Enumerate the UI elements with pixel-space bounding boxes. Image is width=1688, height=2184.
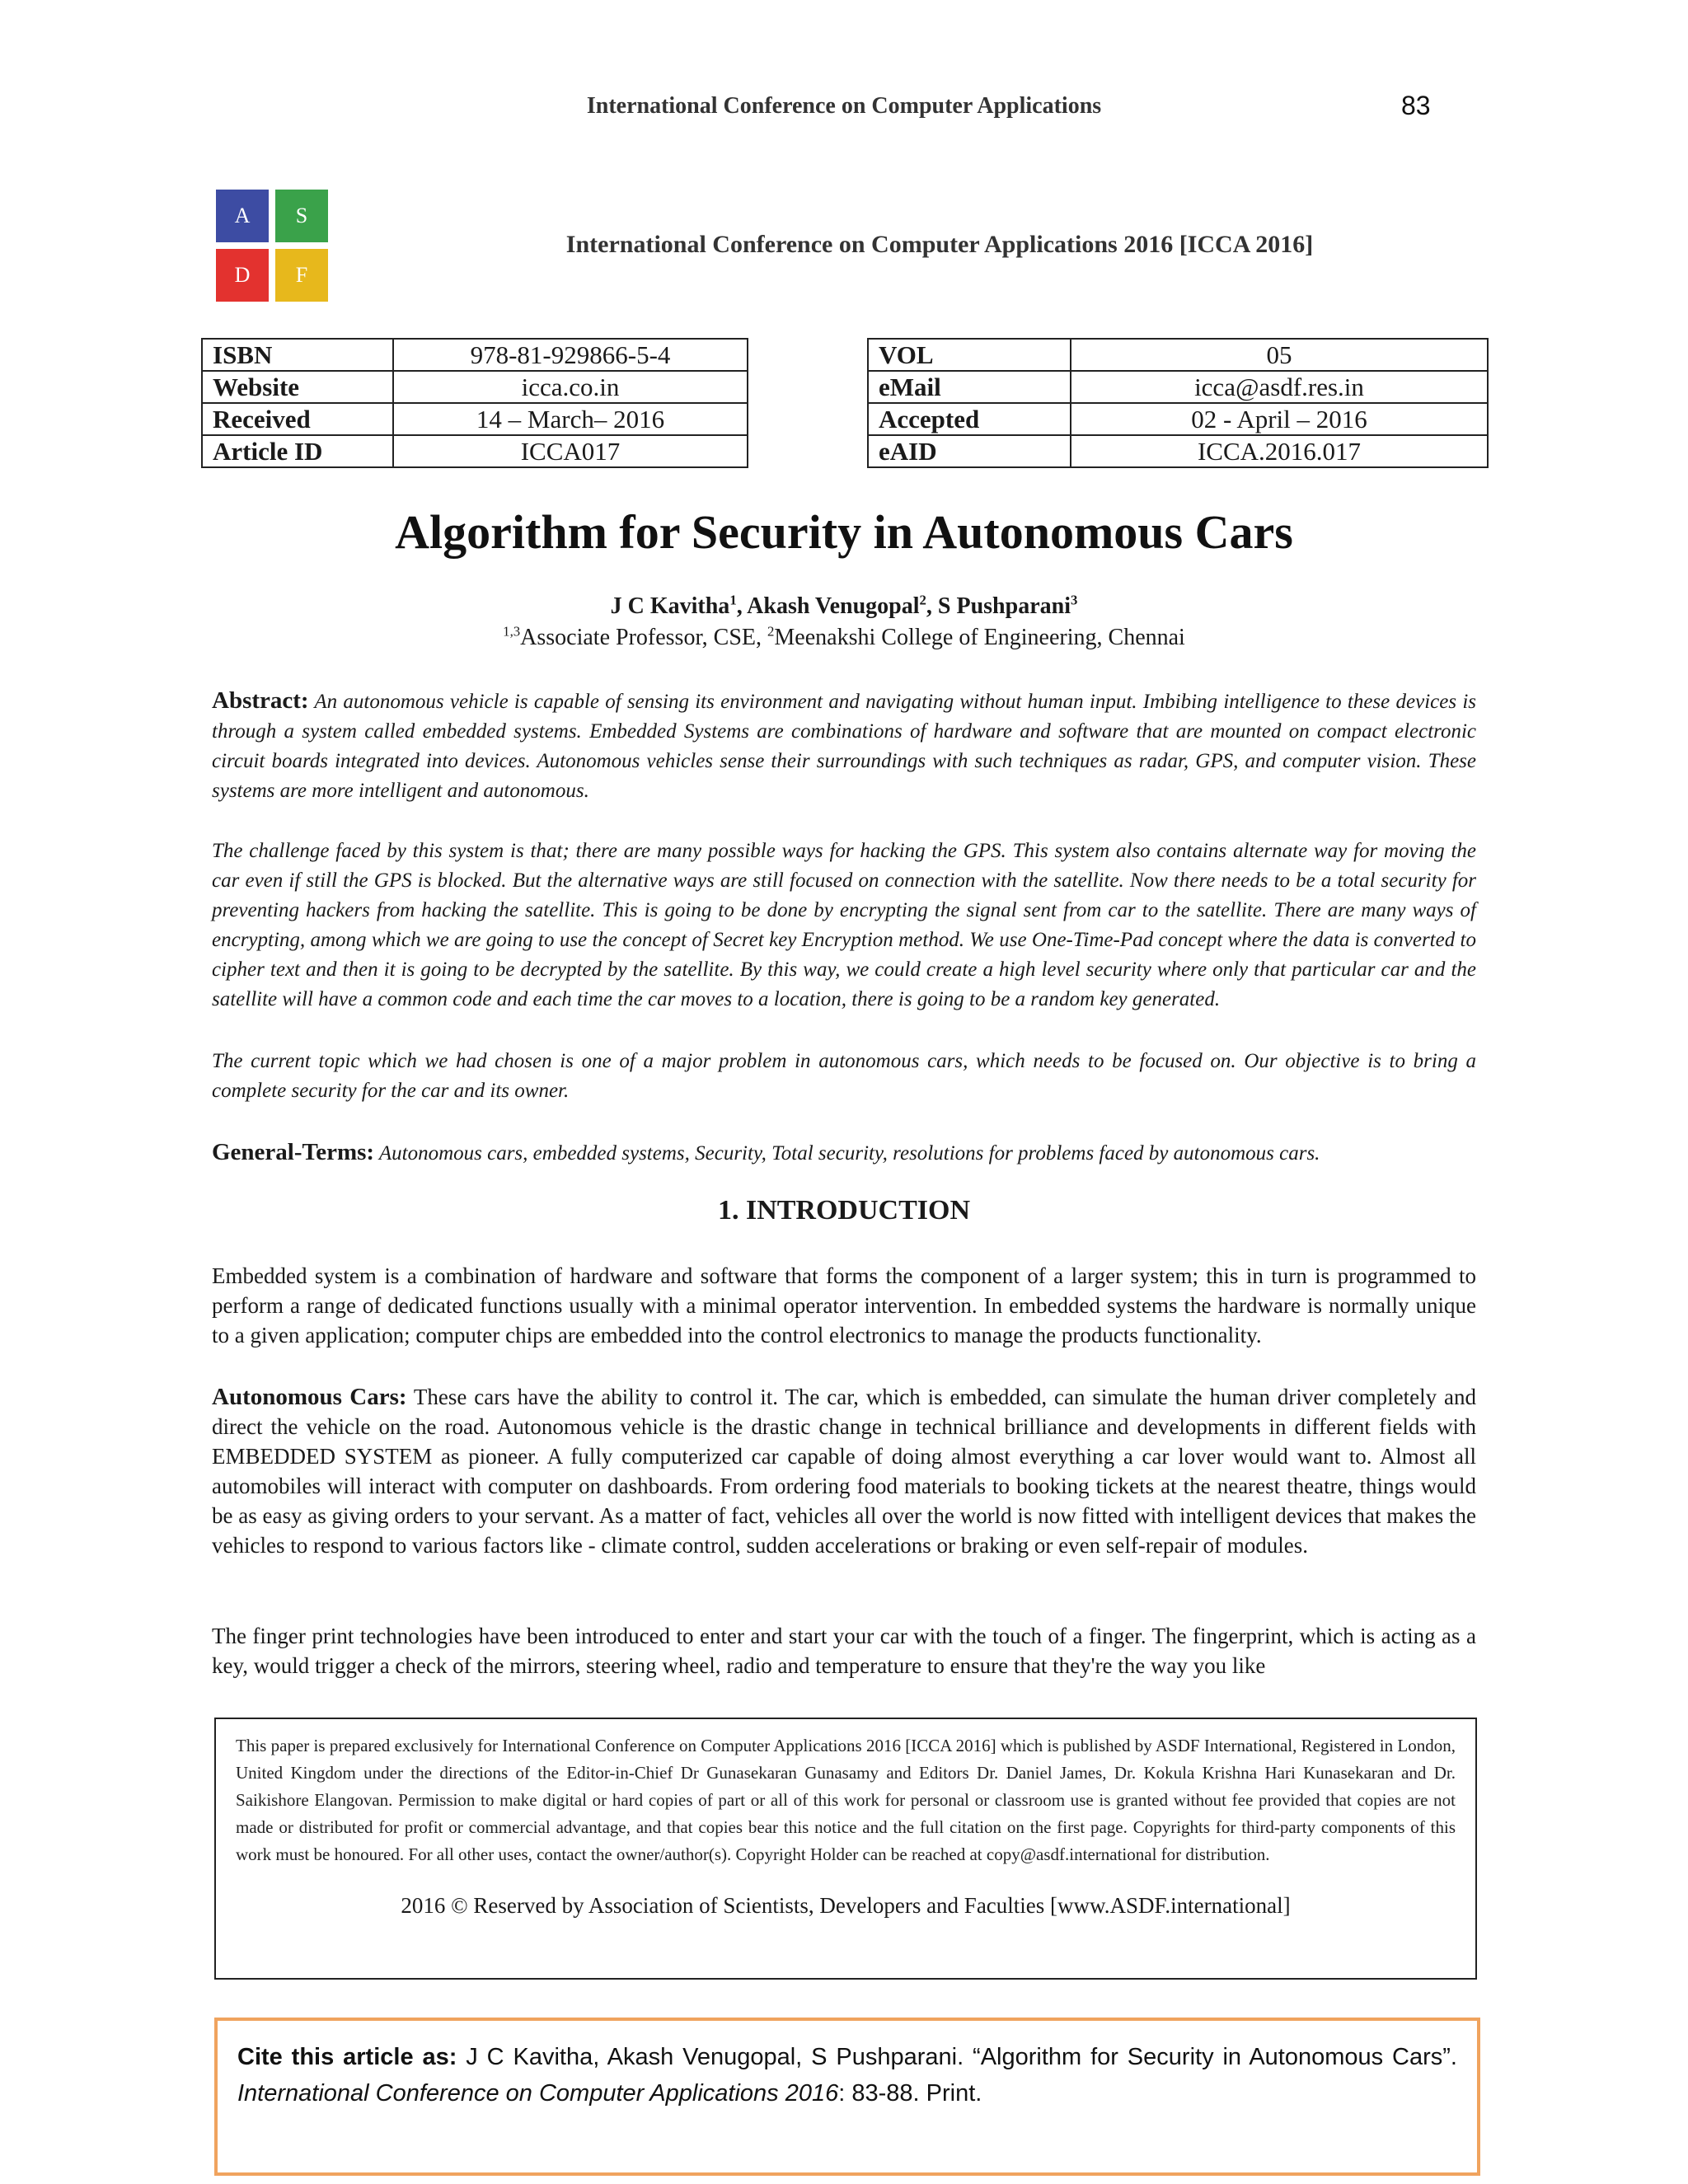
- introduction-paragraph-3: The finger print technologies have been introduced to enter and start your car with the touch of a finger. The fingerprint, which is acting as a key, would trigger a check of the mirrors, steering wheel, radio and temperature to ensure that they're the way you like: [212, 1624, 1476, 1678]
- copyright-text: This paper is prepared exclusively for International Conference on Computer Applications 2016 [ICCA 2016] which is published by ASDF International, Registered in London, United Kingdom under the directions of the Editor-in-Chief Dr Gunasekaran Gunasamy and Editors Dr. Daniel James, Dr. Kokula Krishna Hari Kunasekaran and Dr. Saikishore Elangovan. Permission to make digital or hard copies of part or all of this work for personal or classroom use is granted without fee provided that copies are not made or distributed for profit or commercial advantage, and that copies bear this notice and the full citation on the first page. Copyrights for third-party components of this work must be honoured. For all other uses, contact the owner/author(s). Copyright Holder can be reached at copy@asdf.international for distribution.: [236, 1736, 1456, 1864]
- citation-authors-title: J C Kavitha, Akash Venugopal, S Pushparani. “Algorithm for Security in Autonomous Cars”.: [457, 2044, 1457, 2070]
- affiliation-sup: 1,3: [503, 623, 521, 640]
- copyright-reserved-line: 2016 © Reserved by Association of Scientists, Developers and Faculties [www.ASDF.international]: [401, 1893, 1291, 1918]
- author-list: J C Kavitha$^1$, Akash Venugopal$^2$, S Pushparani$^3$: [610, 592, 1078, 619]
- meta-label: Received: [202, 403, 393, 435]
- meta-value: icca.co.in: [393, 371, 748, 403]
- meta-label: eMail: [868, 371, 1071, 403]
- meta-label: eAID: [868, 435, 1071, 467]
- meta-row: [868, 339, 1488, 371]
- logo-tile-s: S: [275, 190, 328, 242]
- logo-tile-d: D: [216, 249, 269, 302]
- author-name: S Pushparani: [937, 593, 1071, 619]
- abstract-paragraph-2: The challenge faced by this system is that; there are many possible ways for hacking the GPS. This system also contains alternate way for moving the car even if still the GPS is blocked. But the alternative ways are still focused on connection with the satellite. Now there needs to be a total security for preventing hackers from hacking the satellite. This is going to be done by encrypting the signal sent from car to the satellite. There are many ways of encrypting, among which we are going to use the concept of Secret key Encryption method. We use One-Time-Pad concept where the data is converted to cipher text and then it is going to be decrypted by the satellite. By this way, we could create a high level security where only that particular car and the satellite will have a common code and each time the car moves to a location, there is going to be a random key generated.: [212, 840, 1476, 1010]
- abstract-label: Abstract:: [212, 687, 309, 714]
- citation-box: [214, 2018, 1480, 2176]
- meta-row: [202, 435, 748, 467]
- meta-row: [868, 371, 1488, 403]
- abstract-text: An autonomous vehicle is capable of sensing its environment and navigating without human input. Imbibing intelligence to these devices is through a system called embedded systems. Embedded Systems are combinations of hardware and software that are mounted on compact electronic circuit boards integrated into devices. Autonomous vehicles sense their surroundings with such techniques as radar, GPS, and computer vision. These systems are more intelligent and autonomous.: [212, 691, 1476, 802]
- author-sup: 2: [919, 592, 926, 608]
- author-sup: 3: [1070, 592, 1078, 608]
- meta-label: Article ID: [202, 435, 393, 467]
- meta-value: 14 – March– 2016: [393, 403, 748, 435]
- author-sup: 1: [729, 592, 737, 608]
- meta-label: VOL: [868, 339, 1071, 371]
- meta-row: [868, 435, 1488, 467]
- affiliation-text: Meenakshi College of Engineering, Chennai: [774, 625, 1185, 650]
- section-heading-introduction: 1. INTRODUCTION: [717, 1195, 971, 1226]
- meta-row: [202, 403, 748, 435]
- meta-row: [202, 339, 748, 371]
- abstract: [212, 686, 1476, 806]
- general-terms-label: General-Terms:: [212, 1139, 375, 1165]
- citation-line: [237, 2075, 1457, 2111]
- logo-tile-f: F: [275, 249, 328, 302]
- paragraph-text: These cars have the ability to control it. The car, which is embedded, can simulate the human driver completely and direct the vehicle on the road. Autonomous vehicle is the drastic change in technical brilliance and developments in different fields with EMBEDDED SYSTEM as pioneer. A fully computerized car capable of doing almost everything a car lover would want to. Almost all automobiles will interact with computer on dashboards. From ordering food materials to booking tickets at the nearest theatre, things would be as easy as giving orders to your servant. As a matter of fact, vehicles all over the world is now fitted with intelligent devices that makes the vehicles to respond to various factors like - climate control, sudden accelerations or braking or even self-repair of modules.: [212, 1385, 1476, 1558]
- asdf-logo: [216, 190, 330, 302]
- citation-line: [237, 2039, 1457, 2075]
- meta-value: ICCA017: [393, 435, 748, 467]
- copyright-notice-box: [214, 1718, 1477, 1980]
- citation-label: Cite this article as:: [237, 2044, 457, 2070]
- general-terms-text: Autonomous cars, embedded systems, Security, Total security, resolutions for problems faced by autonomous cars.: [378, 1142, 1320, 1165]
- affiliation: [0, 625, 1688, 651]
- introduction-paragraph-1: Embedded system is a combination of hardware and software that forms the component of a larger system; this in turn is programmed to perform a range of dedicated functions usually with a minimal operator intervention. In embedded systems the hardware is normally unique to a given application; computer chips are embedded into the control electronics to manage the products functionality.: [212, 1263, 1476, 1347]
- affiliation-sup: 2: [767, 623, 775, 640]
- citation-venue: International Conference on Computer Applications 2016: [237, 2080, 839, 2107]
- author-name: Akash Venugopal: [747, 593, 920, 619]
- affiliation-text: Associate Professor, CSE,: [520, 625, 768, 650]
- meta-label: Accepted: [868, 403, 1071, 435]
- introduction-paragraph-2: [212, 1382, 1476, 1560]
- abstract-paragraph-3: The current topic which we had chosen is one of a major problem in autonomous cars, which needs to be focused on. Our objective is to bring a complete security for the car and its owner.: [212, 1050, 1476, 1102]
- paper-title: Algorithm for Security in Autonomous Cars: [395, 505, 1293, 559]
- running-head: International Conference on Computer Applications: [586, 93, 1102, 119]
- meta-row: [868, 403, 1488, 435]
- conference-title: International Conference on Computer Applications 2016 [ICCA 2016]: [565, 231, 1314, 258]
- meta-value: icca@asdf.res.in: [1071, 371, 1488, 403]
- citation-pages: : 83-88. Print.: [838, 2080, 982, 2107]
- page-number: 83: [1401, 91, 1431, 120]
- meta-value: 978-81-929866-5-4: [393, 339, 748, 371]
- logo-tile-a: A: [216, 190, 269, 242]
- article-meta-table-left: [201, 338, 748, 468]
- meta-value: ICCA.2016.017: [1071, 435, 1488, 467]
- meta-value: 02 - April – 2016: [1071, 403, 1488, 435]
- article-meta-table-right: [867, 338, 1489, 468]
- paragraph-lead-label: Autonomous Cars:: [212, 1384, 407, 1410]
- meta-label: Website: [202, 371, 393, 403]
- meta-label: ISBN: [202, 339, 393, 371]
- general-terms: [212, 1137, 1476, 1169]
- meta-row: [202, 371, 748, 403]
- meta-value: 05: [1071, 339, 1488, 371]
- author-name: J C Kavitha: [610, 593, 730, 619]
